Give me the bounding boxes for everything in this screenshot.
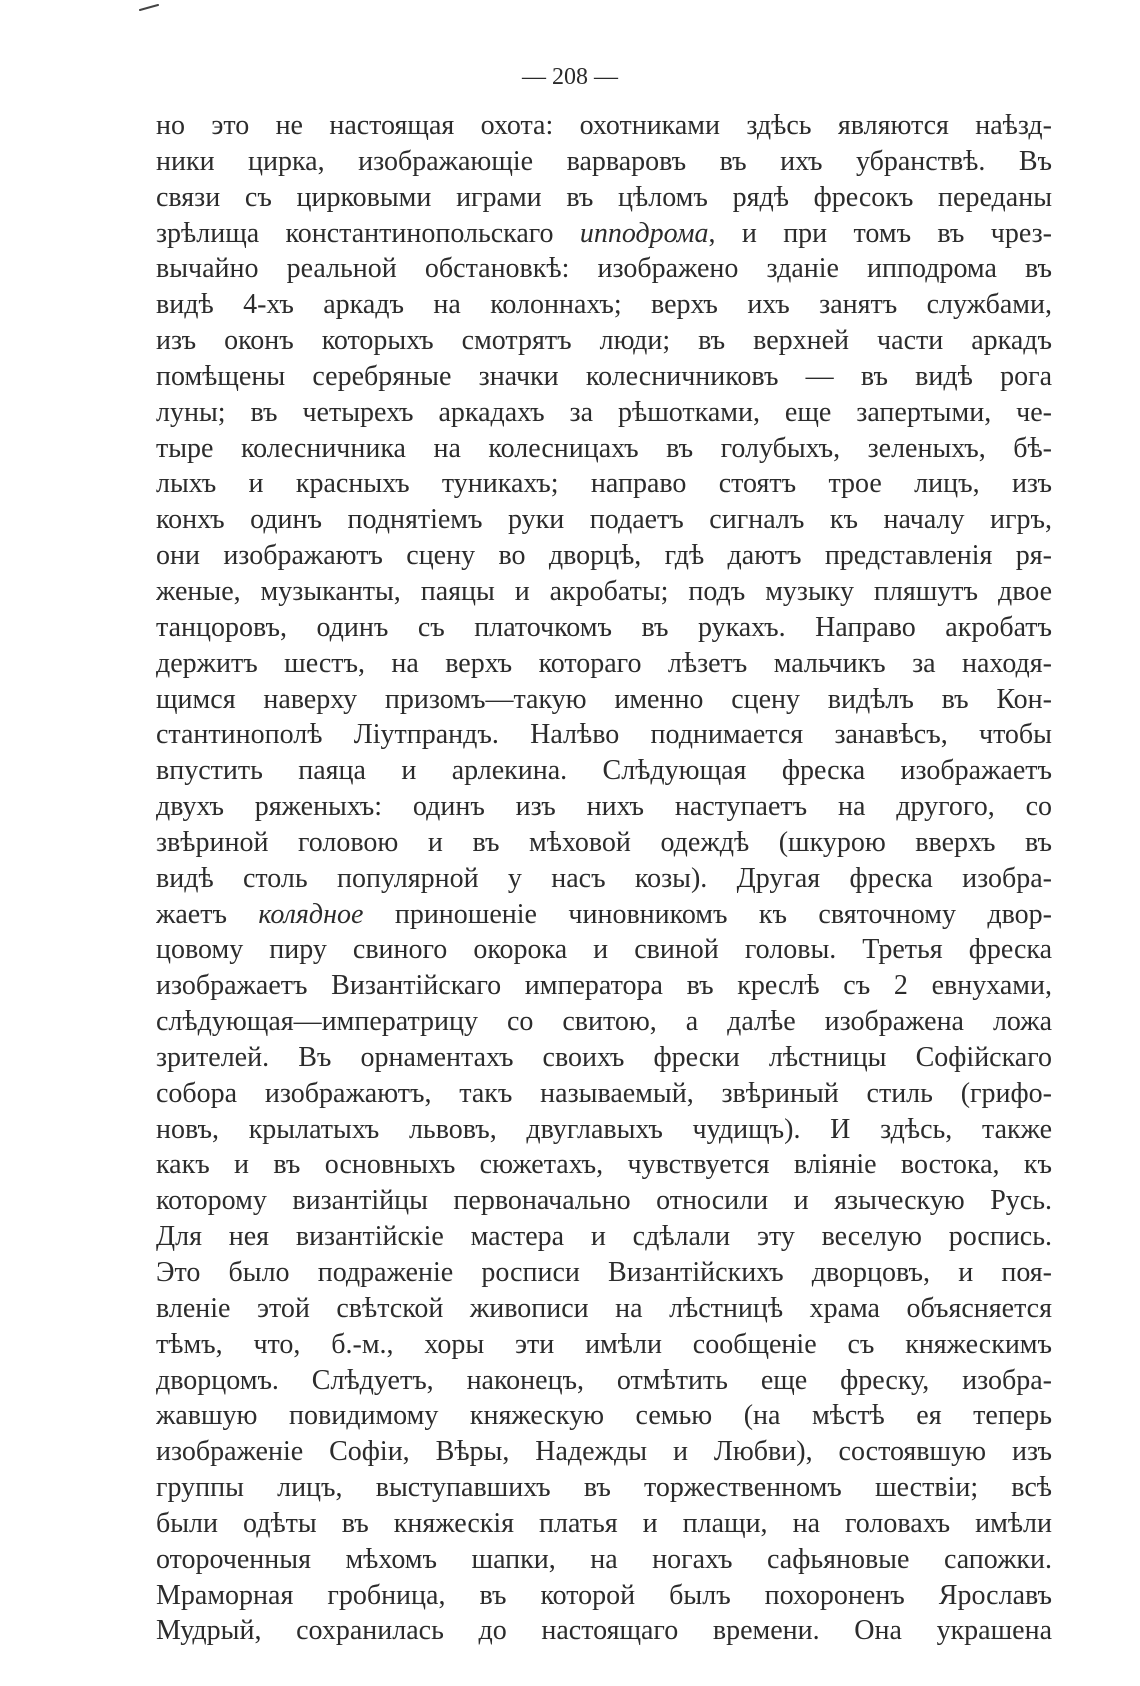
text-segment: цовому пиру свиного окорока и свиной головы. Третья фреска: [156, 934, 1052, 966]
ink-mark: [139, 4, 159, 11]
text-segment: луны; въ четырехъ аркадахъ за рѣшотками, еще запертыми, че-: [156, 396, 1052, 428]
text-segment: какъ и въ основныхъ сюжетахъ, чувствуется вліяніе востока, къ: [156, 1149, 1052, 1181]
text-segment: группы лицъ, выступавшихъ въ торжественномъ шествіи; всѣ: [156, 1472, 1052, 1504]
text-line: [156, 1506, 1052, 1542]
text-segment: женые, музыканты, паяцы и акробаты; подъ музыку пляшутъ двое: [156, 575, 1052, 607]
text-segment: держитъ шестъ, на верхъ котораго лѣзетъ мальчикъ за находя-: [156, 647, 1052, 679]
page-number: — 208 —: [522, 64, 618, 90]
text-segment: жаетъ: [156, 898, 259, 930]
text-line: [156, 753, 1052, 789]
text-line: [156, 932, 1052, 968]
text-segment: , и при томъ въ чрез-: [708, 217, 1052, 249]
text-segment: собора изображаютъ, такъ называемый, звѣриный стиль (грифо-: [156, 1077, 1052, 1109]
text-line: [156, 825, 1052, 861]
text-line: [156, 216, 1052, 252]
text-line: [156, 359, 1052, 395]
text-segment: танцоровъ, одинъ съ платочкомъ въ рукахъ. Направо акробатъ: [156, 611, 1052, 643]
text-line: [156, 180, 1052, 216]
text-segment: помѣщены серебряные значки колесничниковъ — въ видѣ рога: [156, 360, 1052, 392]
text-segment: тыре колесничника на колесницахъ въ голубыхъ, зеленыхъ, бѣ-: [156, 432, 1052, 464]
text-segment: жавшую повидимому княжескую семью (на мѣстѣ ея теперь: [156, 1400, 1052, 1432]
text-line: [156, 1327, 1052, 1363]
text-line: [156, 1291, 1052, 1327]
text-line: [156, 1470, 1052, 1506]
text-segment: связи съ цирковыми играми въ цѣломъ рядѣ фресокъ переданы: [156, 181, 1052, 213]
text-line: [156, 395, 1052, 431]
text-segment: Это было подраженіе росписи Византійскихъ дворцовъ, и поя-: [156, 1257, 1052, 1288]
text-line: [156, 574, 1052, 610]
text-line: [156, 968, 1052, 1004]
text-line: [156, 1363, 1052, 1399]
text-segment: новъ, крылатыхъ львовъ, двуглавыхъ чудищъ). И здѣсь, также: [156, 1113, 1052, 1145]
text-line: [156, 287, 1052, 323]
text-segment: отороченныя мѣхомъ шапки, на ногахъ сафьяновые сапожки.: [156, 1543, 1052, 1575]
text-line: [156, 108, 1052, 144]
text-line: [156, 1040, 1052, 1076]
text-segment: видѣ столь популярной у насъ козы). Другая фреска изобра-: [156, 862, 1052, 894]
text-segment: слѣдующая—императрицу со свитою, а далѣе изображена ложа: [156, 1006, 1052, 1038]
text-line: [156, 1578, 1052, 1614]
text-segment: они изображаютъ сцену во дворцѣ, гдѣ даютъ представленія ря-: [156, 540, 1052, 572]
text-line: [156, 1219, 1052, 1255]
text-line: [156, 1004, 1052, 1040]
text-line: [156, 1434, 1052, 1470]
text-segment: ники цирка, изображающіе варваровъ въ ихъ убранствѣ. Въ: [156, 145, 1052, 177]
text-line: [156, 1112, 1052, 1148]
text-segment: Мудрый, сохранилась до настоящаго времени. Она украшена: [156, 1615, 1052, 1647]
text-segment: были одѣты въ княжескія платья и плащи, на головахъ имѣли: [156, 1507, 1052, 1539]
text-segment: впустить паяца и арлекина. Слѣдующая фреска изображаетъ: [156, 755, 1052, 787]
text-line: [156, 1542, 1052, 1578]
italic-term: колядное: [258, 898, 364, 930]
text-segment: изъ оконъ которыхъ смотрятъ люди; въ верхней части аркадъ: [156, 325, 1052, 357]
text-line: [156, 1255, 1052, 1291]
text-line: [156, 323, 1052, 359]
text-segment: приношеніе чиновникомъ къ святочному двор-: [363, 898, 1052, 930]
text-segment: которому византійцы первоначально относили и языческую Русь.: [156, 1185, 1052, 1217]
text-line: [156, 1183, 1052, 1219]
text-segment: стантинополѣ Ліутпрандъ. Налѣво поднимается занавѣсъ, чтобы: [156, 719, 1052, 751]
text-line: [156, 897, 1052, 933]
text-line: [156, 682, 1052, 718]
text-line: [156, 717, 1052, 753]
text-line: [156, 1398, 1052, 1434]
text-line: [156, 1613, 1052, 1649]
text-segment: вычайно реальной обстановкѣ: изображено зданіе ипподрома въ: [156, 253, 1052, 285]
text-line: [156, 251, 1052, 287]
text-segment: изображеніе Софіи, Вѣры, Надежды и Любви), состоявшую изъ: [156, 1436, 1052, 1468]
text-segment: звѣриной головою и въ мѣховой одеждѣ (шкурою вверхъ въ: [156, 826, 1052, 858]
text-segment: зрителей. Въ орнаментахъ своихъ фрески лѣстницы Софійскаго: [156, 1041, 1052, 1073]
text-line: [156, 610, 1052, 646]
text-segment: дворцомъ. Слѣдуетъ, наконецъ, отмѣтить еще фреску, изобра-: [156, 1364, 1052, 1396]
text-line: [156, 538, 1052, 574]
text-segment: лыхъ и красныхъ туникахъ; направо стоятъ трое лицъ, изъ: [156, 468, 1052, 500]
text-line: [156, 1147, 1052, 1183]
text-line: [156, 861, 1052, 897]
text-segment: зрѣлища константинопольскаго: [156, 217, 580, 249]
text-segment: вленіе этой свѣтской живописи на лѣстницѣ храма объясняется: [156, 1292, 1052, 1324]
text-segment: Мраморная гробница, въ которой былъ похороненъ Ярославъ: [156, 1579, 1052, 1611]
text-line: [156, 144, 1052, 180]
text-line: [156, 466, 1052, 502]
text-line: [156, 431, 1052, 467]
text-line: [156, 789, 1052, 825]
text-segment: Для нея византійскіе мастера и сдѣлали эту веселую роспись.: [156, 1221, 1052, 1253]
text-line: [156, 1076, 1052, 1112]
text-line: [156, 646, 1052, 682]
text-segment: двухъ ряженыхъ: одинъ изъ нихъ наступаетъ на другого, со: [156, 791, 1052, 823]
text-segment: но это не настоящая охота: охотниками здѣсь являются наѣзд-: [156, 110, 1052, 141]
italic-term: ипподрома: [579, 217, 709, 249]
body-text: [156, 108, 1052, 1649]
text-segment: конхъ одинъ поднятіемъ руки подаетъ сигналъ къ началу игръ,: [156, 504, 1052, 536]
text-segment: видѣ 4-хъ аркадъ на колоннахъ; верхъ ихъ занятъ службами,: [156, 289, 1052, 321]
text-segment: тѣмъ, что, б.-м., хоры эти имѣли сообщеніе съ княжескимъ: [156, 1328, 1052, 1360]
text-line: [156, 502, 1052, 538]
text-segment: изображаетъ Византійскаго императора въ креслѣ съ 2 евнухами,: [156, 970, 1052, 1002]
text-segment: щимся наверху призомъ—такую именно сцену видѣлъ въ Кон-: [156, 683, 1052, 715]
